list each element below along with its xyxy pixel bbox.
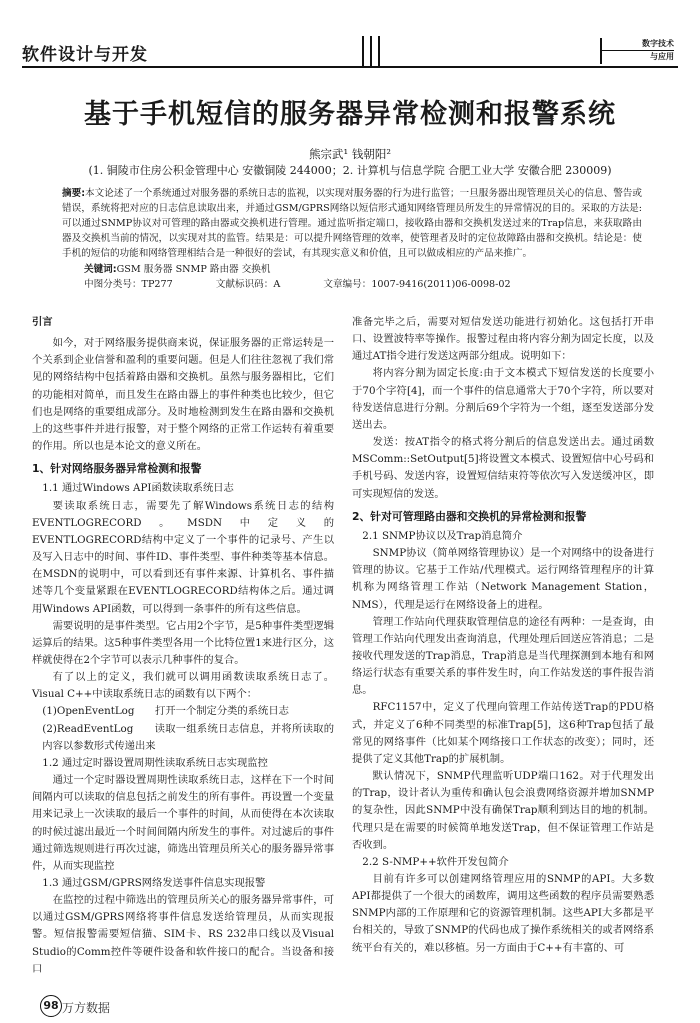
continued-paragraph-1: 准备完毕之后，需要对短信发送功能进行初始化。这包括打开串口、设置波特率等操作。报警过程由将内容分割为固定长度，以及通过AT指令进行发送这两部分组成。说明如下： — [352, 316, 654, 363]
journal-logo — [598, 38, 678, 64]
journal-logo-bottom: 与应用 — [650, 52, 674, 61]
watermark: 万方数据 — [62, 1001, 111, 1015]
function-item-1: (1)OpenEventLog 打开一个制定分类的系统日志 — [42, 705, 289, 718]
article-number: 文章编号：1007-9416(2011)06-0098-02 — [323, 279, 511, 290]
classification-line — [84, 276, 551, 290]
header-divider-bars — [362, 36, 384, 66]
section-1-2-heading: 1.2 通过定时器设置周期性读取系统日志实现监控 — [42, 756, 268, 769]
clc-number: 中图分类号：TP277 — [84, 279, 173, 290]
section-1-1-heading: 1.1 通过Windows API函数读取系统日志 — [42, 482, 234, 495]
doc-code: 文献标识码：A — [215, 279, 281, 290]
header-rule — [22, 66, 678, 68]
page-header — [22, 36, 678, 70]
abstract-text: 本文论述了一个系统通过对服务器的系统日志的监视，以实现对服务器的行为进行监管；一旦服务器出现管理员关心的信息、警告或错误，系统将把对应的日志信息读取出来，并通过GSM/GPRS网络以短信形式通知网络管理员所发生的异常情况的目的。采取的方法是:可以通过SNMP协议对可管理的路由器或交换机进行管理。通过监听指定端口，接收路由器和交换机发送过来的Trap信息，来获取路由器及交换机当前的情况，以实现对其的监管。结果是：可以提升网络管理的效率，使管理者及时的定位故障路由器和交换机。结论是：使手机的短信的功能和网络管理相结合是一种很好的尝试，有其现实意义和价值，且可以做成相应的产品来推广。 — [62, 188, 642, 259]
intro-paragraph: 如今，对于网络服务提供商来说，保证服务器的正常运转是一个关系到企业信誉和盈利的重要问题。但是人们往往忽视了我们常见的网络结构中包括着路由器和交换机。虽然与服务器相比，它们的功能相对简单，而且发生在路由器上的事件种类也比较少，但它们也是网络的重要组成部分。及时地检测到发生在路由器和交换机上的这些事件并进行报警，对于整个网络的正常工作运转有着重要的作用。所以也是本论文的意义所在。 — [32, 337, 334, 453]
article-authors: 熊宗武¹ 钱朝阳² — [309, 147, 391, 161]
section-1-3-heading: 1.3 通过GSM/GPRS网络发送事件信息实现报警 — [42, 877, 266, 889]
section-2-1-paragraph-2: 管理工作站向代理获取管理信息的途径有两种：一是查询，由管理工作站向代理发出查询消息，代理处理后回送应答消息；二是接收代理发送的Trap消息，Trap消息是当代理探测到本地有和网络运行状态有重要关系的事件发生时，向工作站发送的事件报告消息。 — [352, 615, 654, 697]
abstract — [62, 186, 642, 261]
right-column — [352, 314, 654, 957]
section-2-2-heading: 2.2 S-NMP++软件开发包简介 — [362, 855, 509, 868]
section-2-2-paragraph: 目前有许多可以创建网络管理应用的SNMP的API。大多数API都提供了一个很大的函数库，调用这些函数的程序员需要熟悉SNMP内部的工作原理和它的资源管理机制。这些API大多都是平台相关的，导致了SNMP的代码也成了操作系统相关的或者网络系统平台有关的，难以移植。另一方面由于C++有丰富的、可 — [352, 873, 654, 954]
section-1-1-paragraph-2: 需要说明的是事件类型。它占用2个字节，是5种事件类型逻辑运算后的结果。这5种事件类型各用一个比特位置1来进行区分，这样就使得在2个字节可以表示几种事件的复合。 — [32, 619, 334, 666]
section-1-1-paragraph-3: 有了以上的定义，我们就可以调用函数读取系统日志了。Visual C++中读取系统日志的函数有以下两个： — [32, 671, 334, 701]
keywords-label: 关键词: — [84, 264, 117, 275]
section-2-1-paragraph-4: 默认情况下，SNMP代理监听UDP端口162。对于代理发出的Trap，设计者认为重传和确认包会浪费网络资源并增加SNMP的复杂性，因此SNMP中没有确保Trap顺利到达目的地的机制。代理只是在需要的时候简单地发送Trap，但不保证管理工作站是否收到。 — [352, 770, 654, 851]
section-2-heading: 2、针对可管理路由器和交换机的异常检测和报警 — [352, 509, 587, 523]
intro-heading: 引言 — [32, 316, 53, 328]
section-1-1-paragraph-1: 要读取系统日志，需要先了解Windows系统日志的结构EVENTLOGRECORD。MSDN中定义的EVENTLOGRECORD结构中定义了一个事件的记录号、产生以及写入日志中的时间、事件ID、事件类型、事件种类等基本信息。在MSDN的说明中，可以看到还有事件来源、计算机名、事件描述等几个变量紧跟在EVENTLOGRECORD结构体之后。通过调用Windows API函数，可以得到一条事件的所有这些信息。 — [32, 499, 334, 615]
continued-paragraph-3: 发送：按AT指令的格式将分割后的信息发送出去。通过函数MSComm::SetOutput[5]将设置文本模式、设置短信中心号码和手机号码、发送内容，设置短信结束符等依次写入发送缓冲区，即可实现短信的发送。 — [352, 436, 654, 500]
section-1-2-paragraph: 通过一个定时器设置周期性读取系统日志，这样在下一个时间间隔内可以读取的信息包括之前发生的所有事件。再设置一个变量用来记录上一次读取的最后一个事件的时间，从而使得在本次读取的时候过滤出最近一个时间间隔内所发生的事件。对过滤后的事件通过筛选规则进行再次过滤，筛选出管理员所关心的服务器异常事件，从而实现监控 — [32, 774, 334, 872]
journal-logo-top: 数字技术 — [642, 39, 674, 48]
left-column — [32, 314, 334, 978]
keywords — [84, 261, 270, 275]
section-2-1-paragraph-3: RFC1157中，定义了代理向管理工作站传送Trap的PDU格式，并定义了6种不同类型的标准Trap[5]，这6种Trap包括了最常见的网络事件（比如某个网络接口工作状态的改变）；同时，还提供了定义其他Trap的扩展机制。 — [352, 701, 654, 765]
page-number: 98 — [40, 995, 62, 1017]
section-2-1-paragraph-1: SNMP协议（简单网络管理协议）是一个对网络中的设备进行管理的协议。它基于工作站/代理模式。运行网络管理程序的计算机称为网络管理工作站（Network Management Station，NMS），代理是运行在网络设备上的进程。 — [352, 547, 654, 611]
section-2-1-heading: 2.1 SNMP协议以及Trap消息简介 — [362, 529, 523, 542]
function-item-2: (2)ReadEventLog 读取一组系统日志信息，并将所读取的内容以参数形式传递出来 — [42, 722, 334, 752]
section-1-3-paragraph: 在监控的过程中筛选出的管理员所关心的服务器异常事件，可以通过GSM/GPRS网络将事件信息发送给管理员，从而实现报警。短信报警需要短信猫、SIM卡、RS 232串口线以及Visual Studio的Comm控件等硬件设备和软件接口的配合。当设备和接口 — [32, 894, 334, 975]
continued-paragraph-2: 将内容分割为固定长度:由于文本模式下短信发送的长度要小于70个字符[4]，而一个事件的信息通常大于70个字符，所以要对待发送信息进行分割。分割后69个字符为一个组，逐至发送部分发送出去。 — [352, 367, 654, 431]
section-1-heading: 1、针对网络服务器异常检测和报警 — [32, 462, 202, 476]
article-affiliation: (1. 铜陵市住房公积金管理中心 安徽铜陵 244000；2. 计算机与信息学院 合肥工业大学 安徽合肥 230009) — [88, 164, 612, 177]
keywords-text: GSM 服务器 SNMP 路由器 交换机 — [116, 264, 271, 275]
article-title: 基于手机短信的服务器异常检测和报警系统 — [84, 99, 616, 130]
section-label: 软件设计与开发 — [22, 45, 148, 65]
abstract-label: 摘要: — [62, 188, 86, 199]
